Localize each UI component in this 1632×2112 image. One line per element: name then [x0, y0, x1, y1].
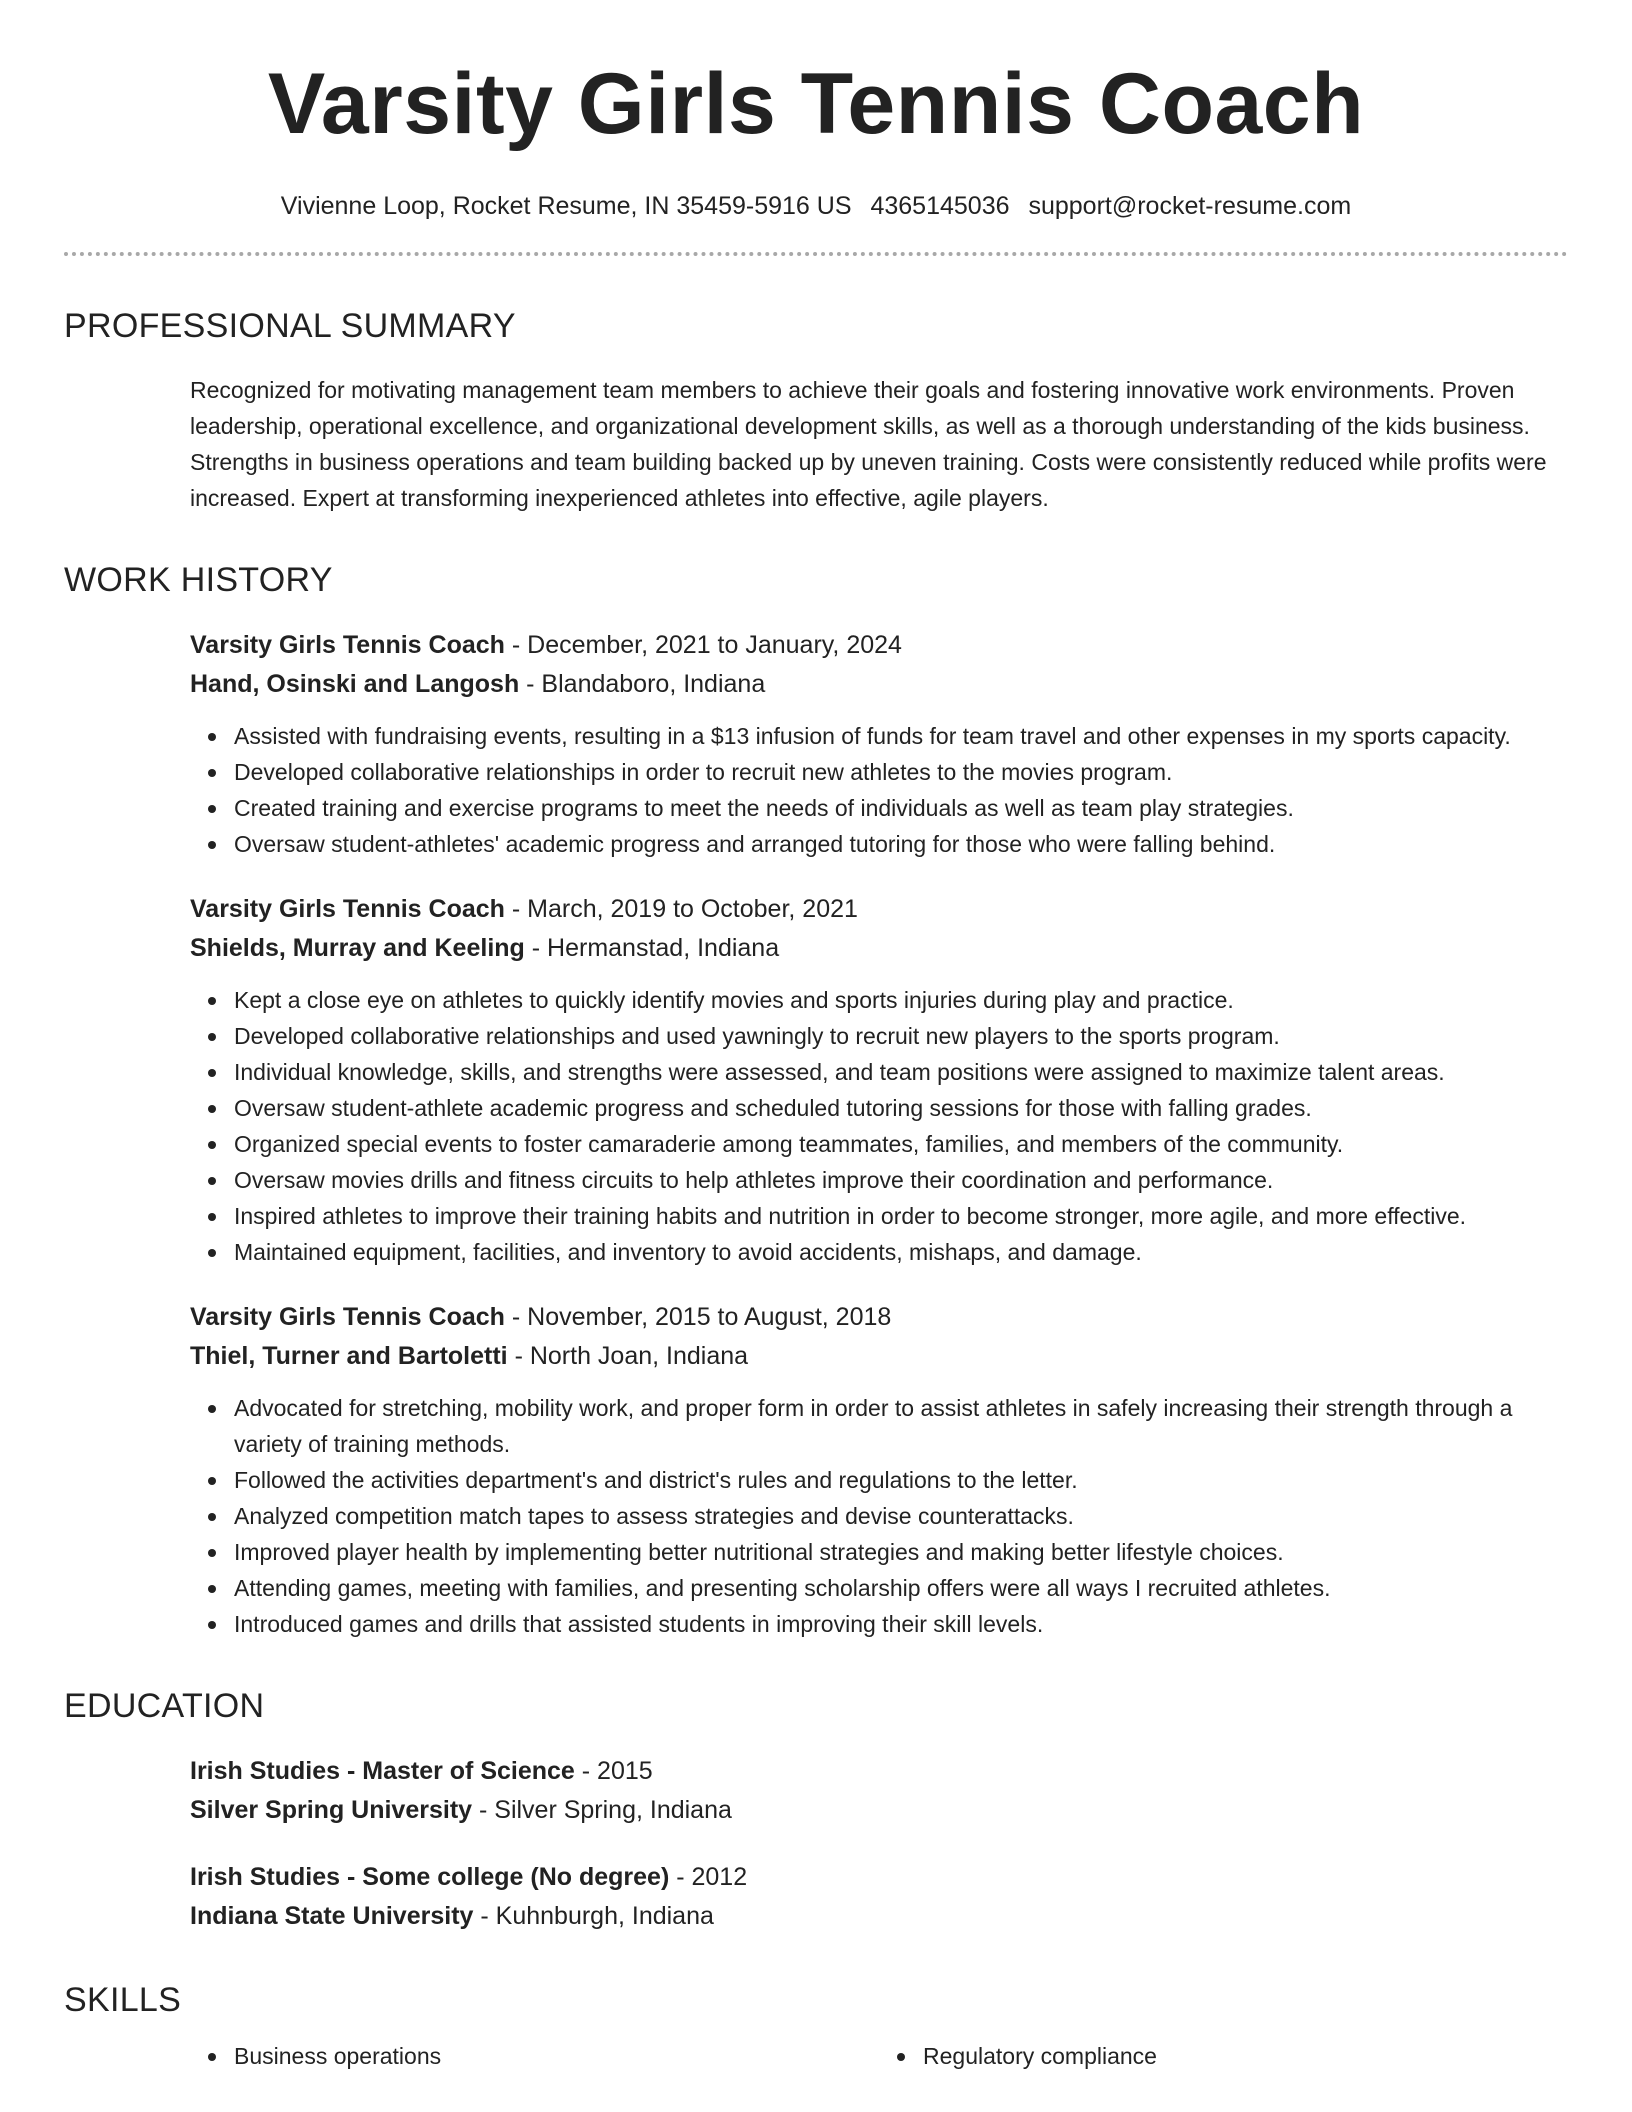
education-location: - Kuhnburgh, Indiana	[473, 1902, 714, 1930]
job-company-line	[190, 929, 1568, 968]
job-bullets	[190, 982, 1568, 1270]
skills-heading: SKILLS	[64, 1981, 182, 2019]
summary-heading: PROFESSIONAL SUMMARY	[64, 307, 516, 345]
skills-column-right	[879, 2038, 1568, 2074]
job-title: Varsity Girls Tennis Coach	[190, 1303, 505, 1331]
work-history-heading: WORK HISTORY	[64, 561, 333, 599]
job-bullet: Maintained equipment, facilities, and inventory to avoid accidents, mishaps, and damage.	[234, 1234, 1568, 1270]
skill-item: Business operations	[234, 2038, 879, 2074]
job-bullet: Developed collaborative relationships and used yawningly to recruit new players to the sports program.	[234, 1018, 1568, 1054]
job-company: Shields, Murray and Keeling	[190, 934, 525, 962]
job-dates: - November, 2015 to August, 2018	[504, 1303, 892, 1331]
job-bullets	[190, 1390, 1568, 1642]
job-bullet: Kept a close eye on athletes to quickly identify movies and sports injuries during play and practice.	[234, 982, 1568, 1018]
education-list	[64, 1752, 1568, 1936]
education-degree: Irish Studies - Some college (No degree)	[190, 1863, 670, 1891]
job-bullet: Created training and exercise programs to meet the needs of individuals as well as team play strategies.	[234, 790, 1568, 826]
work-history-list	[64, 626, 1568, 1642]
job-company: Hand, Osinski and Langosh	[190, 670, 520, 698]
header-divider	[64, 252, 1568, 256]
education-entry	[190, 1752, 1568, 1830]
job-title: Varsity Girls Tennis Coach	[190, 895, 505, 923]
job-title-line	[190, 890, 1568, 929]
job-entry	[190, 890, 1568, 1270]
job-entry	[190, 1298, 1568, 1642]
job-bullet: Attending games, meeting with families, and presenting scholarship offers were all ways I recruited athletes.	[234, 1570, 1568, 1606]
job-bullet: Oversaw movies drills and fitness circuits to help athletes improve their coordination and performance.	[234, 1162, 1568, 1198]
job-company-line	[190, 665, 1568, 704]
education-school: Indiana State University	[190, 1902, 474, 1930]
job-bullet: Introduced games and drills that assisted students in improving their skill levels.	[234, 1606, 1568, 1642]
skills-column-left	[190, 2038, 879, 2074]
job-location: - Hermanstad, Indiana	[524, 934, 780, 962]
job-bullet: Organized special events to foster camaraderie among teammates, families, and members of the community.	[234, 1126, 1568, 1162]
job-bullets	[190, 718, 1568, 862]
skills-list	[190, 2038, 1568, 2074]
job-title: Varsity Girls Tennis Coach	[190, 631, 505, 659]
job-title-line	[190, 1298, 1568, 1337]
job-bullet: Oversaw student-athletes' academic progress and arranged tutoring for those who were falling behind.	[234, 826, 1568, 862]
education-year: - 2012	[669, 1863, 748, 1891]
job-company-line	[190, 1337, 1568, 1376]
education-location: - Silver Spring, Indiana	[472, 1796, 732, 1824]
job-bullet: Analyzed competition match tapes to assess strategies and devise counterattacks.	[234, 1498, 1568, 1534]
job-location: - Blandaboro, Indiana	[519, 670, 766, 698]
summary-text: Recognized for motivating management team members to achieve their goals and fostering innovative work environments. Proven leadership, operational excellence, and organizational development skills, as well as a thorough understanding of the kids business. Strengths in business operations and team building backed up by uneven training. Costs were consistently reduced while profits were increased. Expert at transforming inexperienced athletes into effective, agile players.	[190, 377, 1547, 511]
job-bullet: Advocated for stretching, mobility work, and proper form in order to assist athletes in safely increasing their strength through a variety of training methods.	[234, 1390, 1568, 1462]
contact-phone: 4365145036	[870, 192, 1010, 220]
job-bullet: Assisted with fundraising events, resulting in a $13 infusion of funds for team travel and other expenses in my sports capacity.	[234, 718, 1568, 754]
education-heading: EDUCATION	[64, 1687, 265, 1725]
job-entry	[190, 626, 1568, 862]
education-school: Silver Spring University	[190, 1796, 473, 1824]
job-location: - North Joan, Indiana	[507, 1342, 749, 1370]
education-school-line	[190, 1791, 1568, 1830]
skill-item: Regulatory compliance	[923, 2038, 1568, 2074]
contact-email: support@rocket-resume.com	[1028, 192, 1352, 220]
job-company: Thiel, Turner and Bartoletti	[190, 1342, 508, 1370]
job-bullet: Improved player health by implementing better nutritional strategies and making better lifestyle choices.	[234, 1534, 1568, 1570]
education-year: - 2015	[574, 1757, 653, 1785]
job-bullet: Inspired athletes to improve their training habits and nutrition in order to become stronger, more agile, and more effective.	[234, 1198, 1568, 1234]
education-degree-line	[190, 1858, 1568, 1897]
resume-name: Varsity Girls Tennis Coach	[267, 56, 1365, 152]
education-school-line	[190, 1897, 1568, 1936]
contact-address: Vivienne Loop, Rocket Resume, IN 35459-5916 US	[280, 192, 852, 220]
job-title-line	[190, 626, 1568, 665]
job-bullet: Developed collaborative relationships in order to recruit new athletes to the movies program.	[234, 754, 1568, 790]
education-degree-line	[190, 1752, 1568, 1791]
contact-line	[64, 190, 1568, 222]
job-bullet: Oversaw student-athlete academic progress and scheduled tutoring sessions for those with falling grades.	[234, 1090, 1568, 1126]
education-entry	[190, 1858, 1568, 1936]
job-dates: - December, 2021 to January, 2024	[504, 631, 902, 659]
job-bullet: Individual knowledge, skills, and strengths were assessed, and team positions were assigned to maximize talent areas.	[234, 1054, 1568, 1090]
job-dates: - March, 2019 to October, 2021	[504, 895, 858, 923]
education-degree: Irish Studies - Master of Science	[190, 1757, 575, 1785]
job-bullet: Followed the activities department's and district's rules and regulations to the letter.	[234, 1462, 1568, 1498]
